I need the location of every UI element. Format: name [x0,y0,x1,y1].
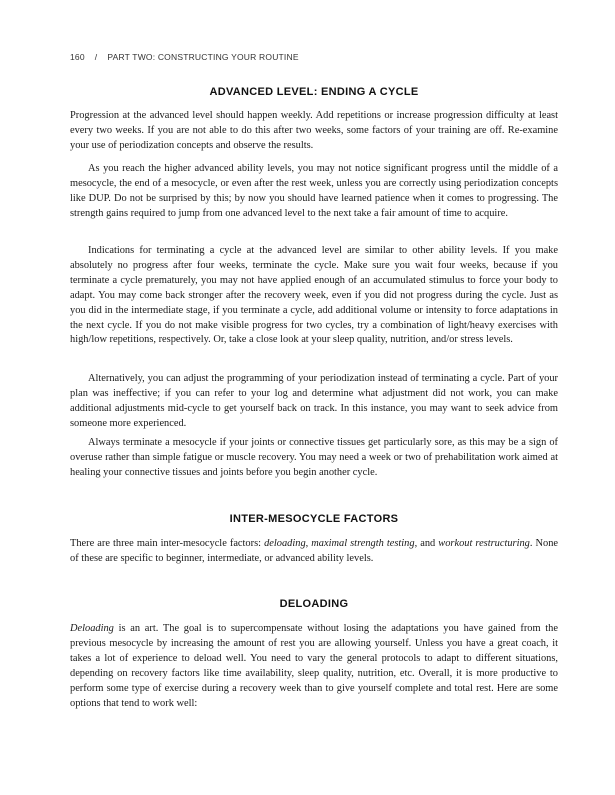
paragraph-advanced-2: As you reach the higher advanced ability levels, you may not notice significant progress until the middle of a mesocycle, the end of a mesocycle, or even after the rest week, unless you are correctly using periodization concepts like DUP. Do not be surprised by this; by now you should have learned patience when it comes to progressing. The strength gains required to jump from one advanced level to the next take a fair amount of time to acquire. [70,163,558,219]
section-heading-advanced: ADVANCED LEVEL: ENDING A CYCLE [209,86,419,98]
paragraph-inter-1 [70,537,558,567]
page-number: 160 [70,52,85,62]
running-head [70,52,299,62]
running-head-separator: / [94,52,98,62]
inter-comma-2: , and [414,538,439,549]
section-heading-inter: INTER-MESOCYCLE FACTORS [229,513,399,525]
part-title: PART TWO: CONSTRUCTING YOUR ROUTINE [107,52,299,62]
term-deloading-lead: Deloading [70,623,114,634]
term-maximal-strength-testing: maximal strength testing [311,538,415,549]
deloading-text: is an art. The goal is to supercompensate without losing the adaptations you have gained from the previous mesocycle by increasing the amount of rest you are allowing yourself. Unless you have a great coach, it takes a lot of experience to deload well. You need to vary the general protocols to adapt to different situations, depending on recovery factors like time availability, sleep quality, nutrition, etc. Overall, it is more productive to perform some type of exercise during a recovery week than to give yourself complete and total rest. Here are some options that tend to work well: [70,623,558,709]
term-workout-restructuring: workout restructuring [438,538,530,549]
section-heading-deloading: DELOADING [279,598,349,610]
term-deloading: deloading [264,538,306,549]
paragraph-advanced-4: Alternatively, you can adjust the programming of your periodization instead of terminating a cycle. Part of your plan was ineffective; if you can refer to your log and determine what adjustment did not work, you can make additional adjustments mid-cycle to get yourself back on track. In this instance, you may want to seek advice from someone more experienced. [70,373,558,429]
inter-comma-1: , [305,538,312,549]
inter-text-end: . None of these are specific to beginner, intermediate, or advanced ability levels. [70,538,559,564]
paragraph-advanced-5: Always terminate a mesocycle if your joints or connective tissues get particularly sore, as this may be a sign of overuse rather than simple fatigue or muscle recovery. You may need a week or two of prehabilitation work aimed at healing your connective tissues and joints before you begin another cycle. [70,437,558,478]
paragraph-advanced-1: Progression at the advanced level should happen weekly. Add repetitions or increase progression difficulty at least every two weeks. If you are not able to do this after two weeks, some factors of your training are off. Re-examine your use of periodization concepts and observe the results. [70,110,558,151]
paragraph-advanced-3: Indications for terminating a cycle at the advanced level are similar to other ability levels. If you make absolutely no progress after four weeks, terminate the cycle. Make sure you wait four weeks, because if you terminate a cycle prematurely, you may not have applied enough of an accumulated stimulus to force your body to adapt. You may come back stronger after the recovery week, even if you did not progress during the cycle. Just as you did in the intermediate stage, if you terminate a cycle, add additional volume or intensity to force adaptations in the next cycle. If you do not make visible progress for two cycles, try a combination of light/heavy exercises with high/low repetitions, respectively. Or, take a close look at your sleep quality, nutrition, and/or stress levels. [70,245,558,346]
inter-text-start: There are three main inter-mesocycle factors: [70,538,265,549]
paragraph-deloading-1 [70,622,558,711]
